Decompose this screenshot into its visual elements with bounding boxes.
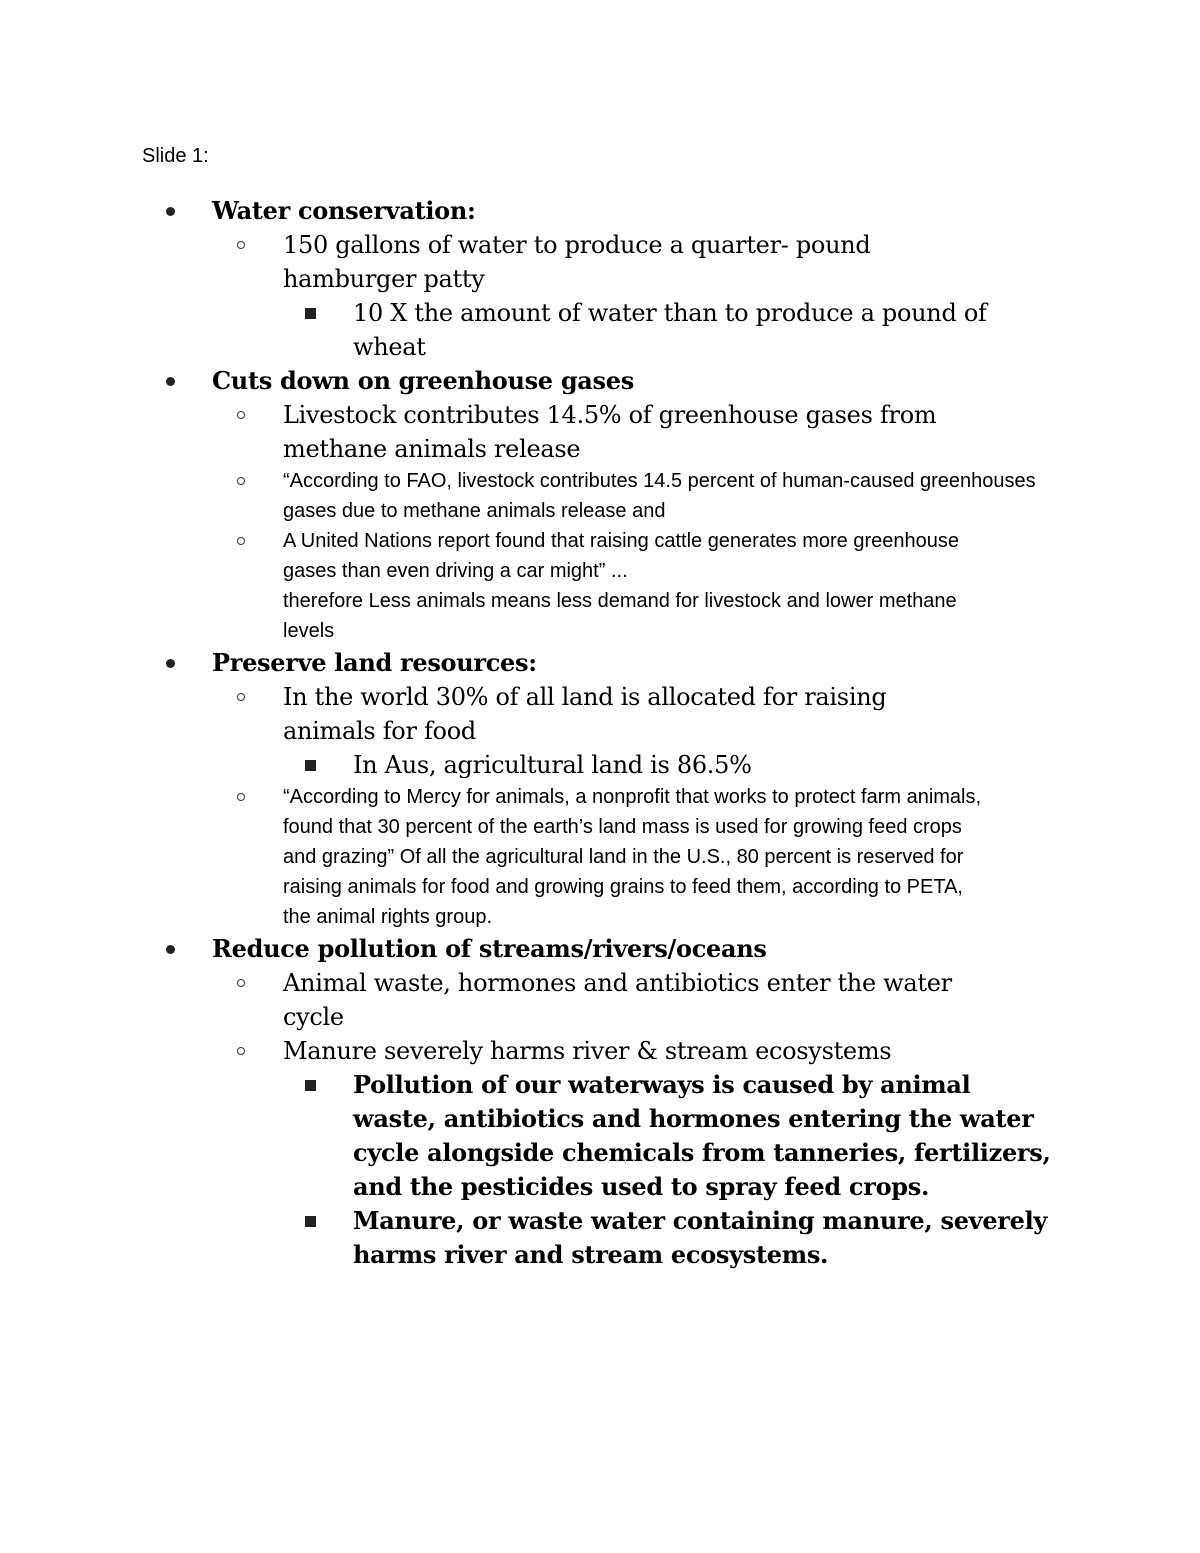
section-greenhouse-gases <box>0 364 1200 398</box>
bullet-circle-icon <box>231 228 251 254</box>
list-item-text: “According to Mercy for animals, a nonprofit that works to protect farm animals, found that 30 percent of the earth’s land mass is used for growing feed crops and grazing” Of all the agricultural land in the U.S., 80 percent is reserved for raising animals for food and growing grains to feed them, according to PETA, the animal rights group. <box>283 786 982 928</box>
section-preserve-land <box>0 646 1200 680</box>
section-heading: Reduce pollution of streams/rivers/oceans <box>212 934 767 963</box>
list-item-text: A United Nations report found that raising cattle generates more greenhouse gases than even driving a car might” ... <box>283 530 959 582</box>
list-item-text: In the world 30% of all land is allocated for raising animals for food <box>283 683 887 745</box>
list-item-continuation: therefore Less animals means less demand for livestock and lower methane levels <box>283 590 957 642</box>
page-title: Slide 1: <box>142 145 209 167</box>
section-heading: Cuts down on greenhouse gases <box>212 366 634 395</box>
list-item <box>0 398 1200 466</box>
bullet-square-icon <box>300 1204 320 1232</box>
list-item-text: Animal waste, hormones and antibiotics enter the water cycle <box>283 969 952 1031</box>
list-item-text: 150 gallons of water to produce a quarter- pound hamburger patty <box>283 231 871 293</box>
section-heading: Preserve land resources: <box>212 648 537 677</box>
list-subitem-text: In Aus, agricultural land is 86.5% <box>353 751 752 779</box>
document-body <box>0 194 1200 1272</box>
list-subitem-text: 10 X the amount of water than to produce a pound of wheat <box>353 299 987 361</box>
bullet-square-icon <box>300 1068 320 1096</box>
list-subitem-text: Manure, or waste water containing manure, severely harms river and stream ecosystems. <box>353 1206 1048 1269</box>
list-item-text: “According to FAO, livestock contributes 14.5 percent of human-caused greenhouses gases due to methane animals release and <box>283 470 1036 522</box>
bullet-circle-icon <box>231 398 251 424</box>
bullet-dot-icon <box>160 646 180 673</box>
bullet-square-icon <box>300 296 320 324</box>
bullet-circle-icon <box>231 680 251 706</box>
bullet-circle-icon <box>231 466 251 490</box>
list-item-text: Manure severely harms river & stream ecosystems <box>283 1037 892 1065</box>
section-reduce-pollution <box>0 932 1200 966</box>
list-item <box>0 1034 1200 1068</box>
bullet-circle-icon <box>231 782 251 806</box>
bullet-dot-icon <box>160 194 180 221</box>
list-item <box>0 966 1200 1034</box>
section-heading: Water conservation: <box>212 196 476 225</box>
list-subitem <box>0 1068 1200 1204</box>
list-item-text: Livestock contributes 14.5% of greenhouse gases from methane animals release <box>283 401 937 463</box>
section-water-conservation <box>0 194 1200 228</box>
list-item <box>0 526 1200 646</box>
bullet-circle-icon <box>231 966 251 992</box>
bullet-circle-icon <box>231 1034 251 1060</box>
list-item <box>0 228 1200 296</box>
list-subitem <box>0 1204 1200 1272</box>
list-subitem <box>0 296 1200 364</box>
list-item <box>0 782 1200 932</box>
list-subitem <box>0 748 1200 782</box>
list-subitem-text: Pollution of our waterways is caused by animal waste, antibiotics and hormones entering the water cycle alongside chemicals from tanneries, fertilizers, and the pesticides used to spray feed crops. <box>353 1070 1051 1201</box>
list-item <box>0 466 1200 526</box>
list-item <box>0 680 1200 748</box>
bullet-dot-icon <box>160 364 180 391</box>
bullet-dot-icon <box>160 932 180 959</box>
bullet-square-icon <box>300 748 320 776</box>
bullet-circle-icon <box>231 526 251 550</box>
